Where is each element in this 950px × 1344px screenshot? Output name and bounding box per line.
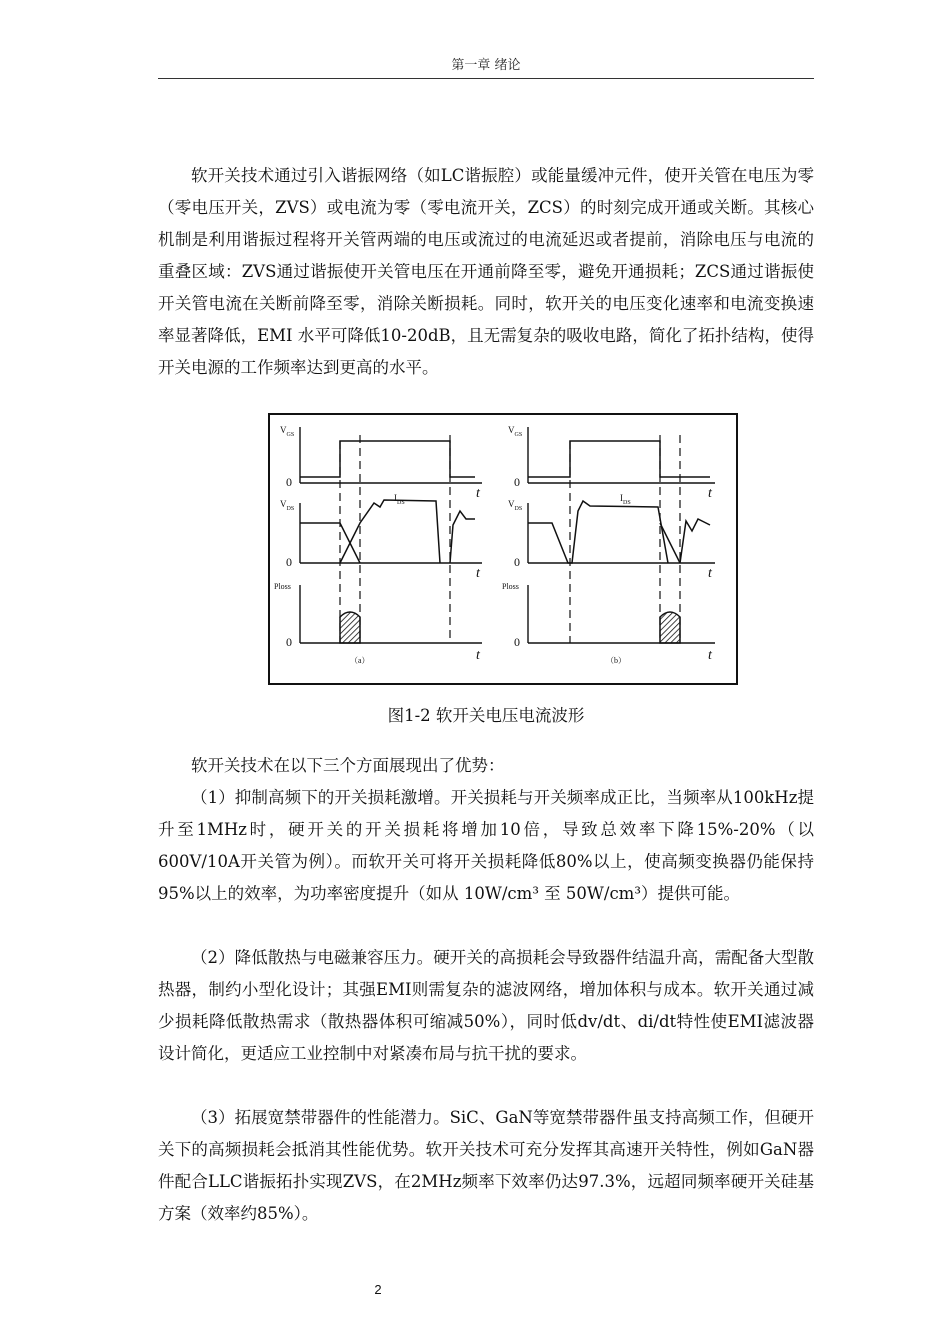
ids-label-b: $I_{DS}$ (620, 493, 631, 506)
ploss-label-b: Ploss (502, 582, 519, 591)
panel-a-label: （a） (350, 656, 370, 665)
figure-waveforms (268, 413, 738, 685)
waveform-diagram (270, 415, 736, 683)
t-label-a3: t (476, 648, 480, 663)
zero-label-a2: 0 (286, 555, 292, 569)
t-label-b2: t (708, 566, 712, 581)
zero-label-a3: 0 (286, 635, 292, 649)
paragraph-4: （2）降低散热与电磁兼容压力。硬开关的高损耗会导致器件结温升高，需配备大型散热器，制约小型化设计；其强EMI则需复杂的滤波网络，增加体积与成本。软开关通过减少损耗降低散热需求（散热器体积可缩减50%），同时低dv/dt、di/dt特性使EMI滤波器设计简化，更适应工业控制中对紧凑布局与抗干扰的要求。 (158, 948, 814, 1063)
ids-label-a: $I_{DS}$ (394, 493, 405, 506)
vds-label-b: $V_{DS}$ (508, 499, 523, 512)
zero-label-b3: 0 (514, 635, 520, 649)
panel-b (528, 427, 715, 643)
header-rule (158, 78, 814, 79)
paragraph-3: （1）抑制高频下的开关损耗激增。开关损耗与开关频率成正比，当频率从100kHz提升至1MHz时，硬开关的开关损耗将增加10倍，导致总效率下降15%-20%（以600V/10A开关管为例）。而软开关可将开关损耗降低80%以上，使高频变换器仍能保持95%以上的效率，为功率密度提升（如从 10W/cm³ 至 50W/cm³）提供可能。 (158, 788, 814, 903)
t-label-a2: t (476, 566, 480, 581)
ploss-label-a: Ploss (274, 582, 291, 591)
zero-label-b1: 0 (514, 475, 520, 489)
zero-label-a1: 0 (286, 475, 292, 489)
t-label-b1: t (708, 486, 712, 501)
t-label-a1: t (476, 486, 480, 501)
figure-caption: 图1-2 软开关电压电流波形 (387, 706, 585, 725)
vds-label-a: $V_{DS}$ (280, 499, 295, 512)
paragraph-2: 软开关技术在以下三个方面展现出了优势： (191, 756, 505, 775)
vgs-label-b: $V_{GS}$ (508, 425, 523, 438)
panel-b-label: （b） (606, 656, 626, 665)
paragraph-5: （3）拓展宽禁带器件的性能潜力。SiC、GaN等宽禁带器件虽支持高频工作，但硬开关下的高频损耗会抵消其性能优势。软开关技术可充分发挥其高速开关特性，例如GaN器件配合LLC谐振拓扑实现ZVS，在2MHz频率下效率仍达97.3%，远超同频率硬开关硅基方案（效率约85%）。 (158, 1108, 814, 1223)
page-number: 2 (374, 1282, 382, 1297)
vgs-label-a: $V_{GS}$ (280, 425, 295, 438)
paragraph-1: 软开关技术通过引入谐振网络（如LC谐振腔）或能量缓冲元件，使开关管在电压为零（零电压开关，ZVS）或电流为零（零电流开关，ZCS）的时刻完成开通或关断。其核心机制是利用谐振过程将开关管两端的电压或流过的电流延迟或者提前，消除电压与电流的重叠区域：ZVS通过谐振使开关管电压在开通前降至零，避免开通损耗；ZCS通过谐振使开关管电流在关断前降至零，消除关断损耗。同时，软开关的电压变化速率和电流变换速率显著降低，EMI 水平可降低10-20dB，且无需复杂的吸收电路，简化了拓扑结构，使得开关电源的工作频率达到更高的水平。 (158, 166, 814, 377)
zero-label-b2: 0 (514, 555, 520, 569)
running-header: 第一章 绪论 (451, 58, 521, 73)
t-label-b3: t (708, 648, 712, 663)
panel-a (300, 427, 482, 643)
